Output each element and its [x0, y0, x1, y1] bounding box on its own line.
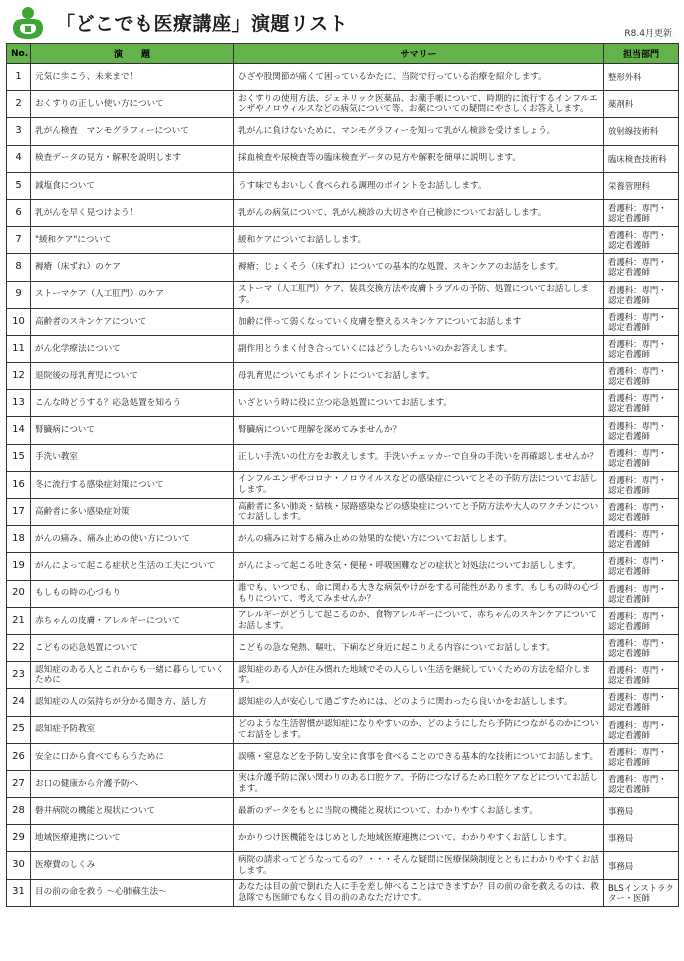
lecture-summary: がんの痛みに対する痛み止めの効果的な使い方についてお話しします。 — [234, 526, 604, 553]
update-date: R8.4月更新 — [624, 29, 672, 39]
department: 看護科：専門・認定看護師 — [604, 716, 679, 743]
lecture-summary: ひざや股関節が痛くて困っているかたに、当院で行っている治療を紹介します。 — [234, 64, 604, 91]
department: 看護科：専門・認定看護師 — [604, 662, 679, 689]
row-number: 27 — [7, 770, 31, 797]
department: 放射線技術科 — [604, 118, 679, 145]
lecture-title: 認知症のある人とこれからも一緒に暮らしていくために — [31, 662, 234, 689]
lecture-title: "緩和ケア"について — [31, 227, 234, 254]
row-number: 7 — [7, 227, 31, 254]
lecture-summary: おくすりの使用方法、ジェネリック医薬品、お薬手帳について、時期的に流行するインフルエンザやノロウィルスなどの病気について等、お薬についての疑問にやさしくお答えします。 — [234, 91, 604, 118]
lecture-summary: がんによって起こる吐き気・便秘・呼吸困難などの症状と対処法についてお話しします。 — [234, 553, 604, 580]
lecture-summary: 加齢に伴って弱くなっていく皮膚を整えるスキンケアについてお話します — [234, 308, 604, 335]
row-number: 9 — [7, 281, 31, 308]
row-number: 18 — [7, 526, 31, 553]
lecture-title: 褥瘡（床ずれ）のケア — [31, 254, 234, 281]
lecture-summary: 緩和ケアについてお話しします。 — [234, 227, 604, 254]
department: 看護科：専門・認定看護師 — [604, 580, 679, 607]
table-row — [7, 526, 679, 553]
table-row — [7, 852, 679, 879]
row-number: 4 — [7, 145, 31, 172]
lecture-summary: あなたは目の前で倒れた人に手を差し伸べることはできますか？目の前の命を救えるのは、救急隊でも医師でもなく目の前のあなただけです。 — [234, 879, 604, 906]
department: 看護科：専門・認定看護師 — [604, 689, 679, 716]
table-row — [7, 145, 679, 172]
department: 看護科：専門・認定看護師 — [604, 607, 679, 634]
row-number: 30 — [7, 852, 31, 879]
row-number: 15 — [7, 444, 31, 471]
row-number: 1 — [7, 64, 31, 91]
table-row — [7, 879, 679, 906]
lecture-title: 医療費のしくみ — [31, 852, 234, 879]
lecture-summary: 採血検査や尿検査等の臨床検査データの見方や解釈を簡単に説明します。 — [234, 145, 604, 172]
table-row — [7, 199, 679, 226]
lecture-summary: 実は介護予防に深い関わりのある口腔ケア。予防につなげるため口腔ケアなどについてお話します。 — [234, 770, 604, 797]
department: 栄養管理科 — [604, 172, 679, 199]
department: 看護科：専門・認定看護師 — [604, 363, 679, 390]
row-number: 8 — [7, 254, 31, 281]
table-row — [7, 471, 679, 498]
lecture-title: もしもの時の心づもり — [31, 580, 234, 607]
hospital-logo-icon — [10, 6, 46, 40]
lecture-summary: 母乳育児についてもポイントについてお話します。 — [234, 363, 604, 390]
department: 看護科：専門・認定看護師 — [604, 553, 679, 580]
department: 事務局 — [604, 798, 679, 825]
table-row — [7, 118, 679, 145]
lecture-summary: 最新のデータをもとに当院の機能と現状について、わかりやすくお話します。 — [234, 798, 604, 825]
lecture-summary: 副作用とうまく付き合っていくにはどうしたらいいのかお答えします。 — [234, 335, 604, 362]
lecture-title: 目の前の命を救う ～心肺蘇生法～ — [31, 879, 234, 906]
row-number: 19 — [7, 553, 31, 580]
lecture-title: 減塩食について — [31, 172, 234, 199]
table-row — [7, 281, 679, 308]
lecture-title: こんな時どうする？応急処置を知ろう — [31, 390, 234, 417]
department: 看護科：専門・認定看護師 — [604, 254, 679, 281]
lecture-summary: 誤嚥・窒息などを予防し安全に食事を食べることのできる基本的な技術についてお話します。 — [234, 743, 604, 770]
lecture-title: 安全に口から食べてもらうために — [31, 743, 234, 770]
column-header-title: 演 題 — [31, 44, 234, 64]
department: 整形外科 — [604, 64, 679, 91]
row-number: 21 — [7, 607, 31, 634]
lecture-summary: 乳がんの病気について、乳がん検診の大切さや自己検診についてお話しします。 — [234, 199, 604, 226]
department: 看護科：専門・認定看護師 — [604, 499, 679, 526]
lecture-summary: 認知症のある人が住み慣れた地域でその人らしい生活を継続していくための方法を紹介します。 — [234, 662, 604, 689]
department: 事務局 — [604, 825, 679, 852]
lecture-title: 腎臓病について — [31, 417, 234, 444]
table-row — [7, 689, 679, 716]
table-row — [7, 91, 679, 118]
lecture-summary: アレルギーがどうして起こるのか、食物アレルギーについて、赤ちゃんのスキンケアについてお話します。 — [234, 607, 604, 634]
department: 看護科：専門・認定看護師 — [604, 335, 679, 362]
row-number: 31 — [7, 879, 31, 906]
department: 看護科：専門・認定看護師 — [604, 444, 679, 471]
row-number: 24 — [7, 689, 31, 716]
lecture-title: 赤ちゃんの皮膚・アレルギーについて — [31, 607, 234, 634]
lecture-title: がん化学療法について — [31, 335, 234, 362]
row-number: 3 — [7, 118, 31, 145]
table-row — [7, 227, 679, 254]
table-row — [7, 308, 679, 335]
lecture-title: ストーマケア（人工肛門）のケア — [31, 281, 234, 308]
table-row — [7, 363, 679, 390]
lecture-summary: 高齢者に多い肺炎・結核・尿路感染などの感染症についてと予防方法や大人のワクチンについてお話しします。 — [234, 499, 604, 526]
row-number: 25 — [7, 716, 31, 743]
lecture-title: 退院後の母乳育児について — [31, 363, 234, 390]
table-row — [7, 607, 679, 634]
table-header-row — [7, 44, 679, 64]
table-row — [7, 254, 679, 281]
table-row — [7, 444, 679, 471]
lecture-summary: こどもの急な発熱、嘔吐、下痢など身近に起こりえる内容についてお話しします。 — [234, 634, 604, 661]
department: 看護科：専門・認定看護師 — [604, 471, 679, 498]
lecture-summary: 腎臓病について理解を深めてみませんか？ — [234, 417, 604, 444]
lecture-title: 乳がん検査 マンモグラフィーについて — [31, 118, 234, 145]
department: 薬剤科 — [604, 91, 679, 118]
row-number: 11 — [7, 335, 31, 362]
table-row — [7, 798, 679, 825]
lecture-title: 地域医療連携について — [31, 825, 234, 852]
table-row — [7, 499, 679, 526]
row-number: 23 — [7, 662, 31, 689]
lecture-title: 検査データの見方・解釈を説明します — [31, 145, 234, 172]
lecture-title: 認知症の人の気持ちが分かる聞き方、話し方 — [31, 689, 234, 716]
row-number: 17 — [7, 499, 31, 526]
lecture-summary: どのような生活習慣が認知症になりやすいのか、どのようにしたら予防につながるのかについてお話をします。 — [234, 716, 604, 743]
table-row — [7, 172, 679, 199]
lecture-title: おくすりの正しい使い方について — [31, 91, 234, 118]
lecture-title: 認知症予防教室 — [31, 716, 234, 743]
lecture-title: 手洗い教室 — [31, 444, 234, 471]
table-row — [7, 770, 679, 797]
lecture-summary: いざという時に役に立つ応急処置についてお話します。 — [234, 390, 604, 417]
row-number: 20 — [7, 580, 31, 607]
table-row — [7, 634, 679, 661]
department: 看護科：専門・認定看護師 — [604, 199, 679, 226]
table-row — [7, 716, 679, 743]
lecture-summary: 誰でも、いつでも、命に関わる大きな病気やけがをする可能性があります。もしもの時の心づもりについて、考えてみませんか？ — [234, 580, 604, 607]
table-row — [7, 417, 679, 444]
lecture-summary: 正しい手洗いの仕方をお教えします。手洗いチェッカーで自身の手洗いを再確認しませんか？ — [234, 444, 604, 471]
lecture-title: お口の健康から介護予防へ — [31, 770, 234, 797]
department: BLSインストラクター・医師 — [604, 879, 679, 906]
lecture-title: 高齢者に多い感染症対策 — [31, 499, 234, 526]
lecture-title: がんによって起こる症状と生活の工夫について — [31, 553, 234, 580]
row-number: 5 — [7, 172, 31, 199]
column-header-no: No. — [7, 44, 31, 64]
row-number: 16 — [7, 471, 31, 498]
lecture-summary: かかりつけ医機能をはじめとした地域医療連携について、わかりやすくお話しします。 — [234, 825, 604, 852]
row-number: 14 — [7, 417, 31, 444]
lecture-summary: ストーマ（人工肛門）ケア、装具交換方法や皮膚トラブルの予防、処置についてお話しします。 — [234, 281, 604, 308]
department: 看護科：専門・認定看護師 — [604, 281, 679, 308]
lecture-title: こどもの応急処置について — [31, 634, 234, 661]
lecture-summary: 病院の請求ってどうなってるの？・・・そんな疑問に医療保険制度とともにわかりやすくお話します。 — [234, 852, 604, 879]
table-row — [7, 743, 679, 770]
lecture-title: 冬に流行する感染症対策について — [31, 471, 234, 498]
row-number: 12 — [7, 363, 31, 390]
lecture-title: 乳がんを早く見つけよう！ — [31, 199, 234, 226]
page-title: 「どこでも医療講座」演題リスト — [56, 13, 349, 35]
lecture-summary: 褥瘡：じょくそう（床ずれ）についての基本的な処置、スキンケアのお話をします。 — [234, 254, 604, 281]
row-number: 2 — [7, 91, 31, 118]
department: 看護科：専門・認定看護師 — [604, 417, 679, 444]
row-number: 28 — [7, 798, 31, 825]
table-row — [7, 580, 679, 607]
row-number: 13 — [7, 390, 31, 417]
row-number: 29 — [7, 825, 31, 852]
table-row — [7, 64, 679, 91]
lecture-summary: 乳がんに負けないために、マンモグラフィーを知って乳がん検診を受けましょう。 — [234, 118, 604, 145]
department: 看護科：専門・認定看護師 — [604, 390, 679, 417]
page-header — [0, 0, 684, 42]
lecture-title: 高齢者のスキンケアについて — [31, 308, 234, 335]
lecture-title: 元気に歩こう、未来まで！ — [31, 64, 234, 91]
lecture-summary: インフルエンザやコロナ・ノロウイルスなどの感染症についてとその予防方法についてお話しします。 — [234, 471, 604, 498]
department: 臨床検査技術科 — [604, 145, 679, 172]
table-row — [7, 825, 679, 852]
lecture-title: 磐井病院の機能と現状について — [31, 798, 234, 825]
lecture-summary: うす味でもおいしく食べられる調理のポイントをお話しします。 — [234, 172, 604, 199]
department: 事務局 — [604, 852, 679, 879]
row-number: 10 — [7, 308, 31, 335]
table-row — [7, 553, 679, 580]
row-number: 6 — [7, 199, 31, 226]
table-row — [7, 390, 679, 417]
table-row — [7, 335, 679, 362]
department: 看護科：専門・認定看護師 — [604, 770, 679, 797]
lecture-title: がんの痛み、痛み止めの使い方について — [31, 526, 234, 553]
column-header-summary: サマリー — [234, 44, 604, 64]
department: 看護科：専門・認定看護師 — [604, 526, 679, 553]
row-number: 26 — [7, 743, 31, 770]
column-header-dept: 担当部門 — [604, 44, 679, 64]
lecture-summary: 認知症の人が安心して過ごすためには、どのように関わったら良いかをお話しします。 — [234, 689, 604, 716]
department: 看護科：専門・認定看護師 — [604, 743, 679, 770]
row-number: 22 — [7, 634, 31, 661]
department: 看護科：専門・認定看護師 — [604, 634, 679, 661]
department: 看護科：専門・認定看護師 — [604, 308, 679, 335]
table-row — [7, 662, 679, 689]
lecture-topic-table — [6, 43, 679, 907]
department: 看護科：専門・認定看護師 — [604, 227, 679, 254]
